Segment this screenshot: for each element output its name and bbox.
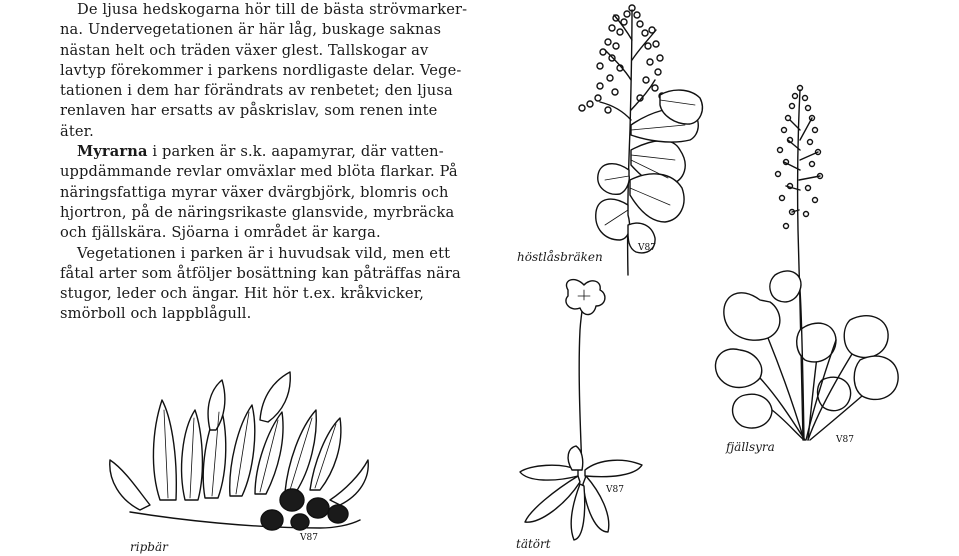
text-line: fåtal arter som åtföljer bosättning kan påträffas nära	[60, 264, 461, 282]
text-line: smörboll och lappblågull.	[60, 305, 252, 323]
text-line: stugor, leder och ängar. Hit hör t.ex. kråkvicker,	[60, 285, 425, 303]
text-line: tationen i dem har förändrats av renbetet; den ljusa	[60, 82, 453, 100]
tatort-illustration	[520, 280, 642, 540]
text-line: äter.	[60, 122, 94, 140]
ripbar-signature: V87	[300, 533, 318, 543]
fjallsyra-caption: fjällsyra	[726, 440, 775, 454]
hostlasbraken-caption: höstlåsbräken	[517, 250, 603, 264]
text-line: lavtyp förekommer i parkens nordligaste delar. Vege-	[60, 61, 462, 79]
hostlasbraken-signature: V87	[638, 243, 656, 253]
text-line: renlaven har ersatts av påskrislav, som renen inte	[60, 102, 438, 120]
text-line: näringsfattiga myrar växer dvärgbjörk, blomris och	[60, 183, 449, 201]
text-line: uppdämmande revlar omväxlar med blöta flarkar. På	[60, 163, 458, 181]
myrarna-heading: Myrarna	[77, 143, 148, 161]
text-span: i parken är s.k. aapamyrar, där vatten-	[147, 143, 444, 161]
text-line: hjortron, på de näringsrikaste glansvide, myrbräcka	[60, 203, 455, 221]
tatort-caption: tätört	[516, 537, 551, 551]
fjallsyra-illustration	[715, 86, 898, 446]
text-line: nästan helt och träden växer glest. Tallskogar av	[60, 41, 429, 59]
tatort-signature: V87	[606, 485, 624, 495]
text-line: Vegetationen i parken är i huvudsak vild, men ett	[77, 244, 451, 262]
ripbar-caption: ripbär	[130, 540, 168, 554]
hostlasbraken-illustration	[579, 5, 702, 275]
text-line: De ljusa hedskogarna hör till de bästa strövmarker-	[77, 1, 468, 18]
text-line: na. Undervegetationen är här låg, buskage saknas	[60, 21, 442, 39]
fjallsyra-signature: V87	[836, 435, 854, 445]
ripbar-illustration	[110, 372, 368, 543]
text-line: och fjällskära. Sjöarna i området är karga.	[60, 224, 381, 242]
